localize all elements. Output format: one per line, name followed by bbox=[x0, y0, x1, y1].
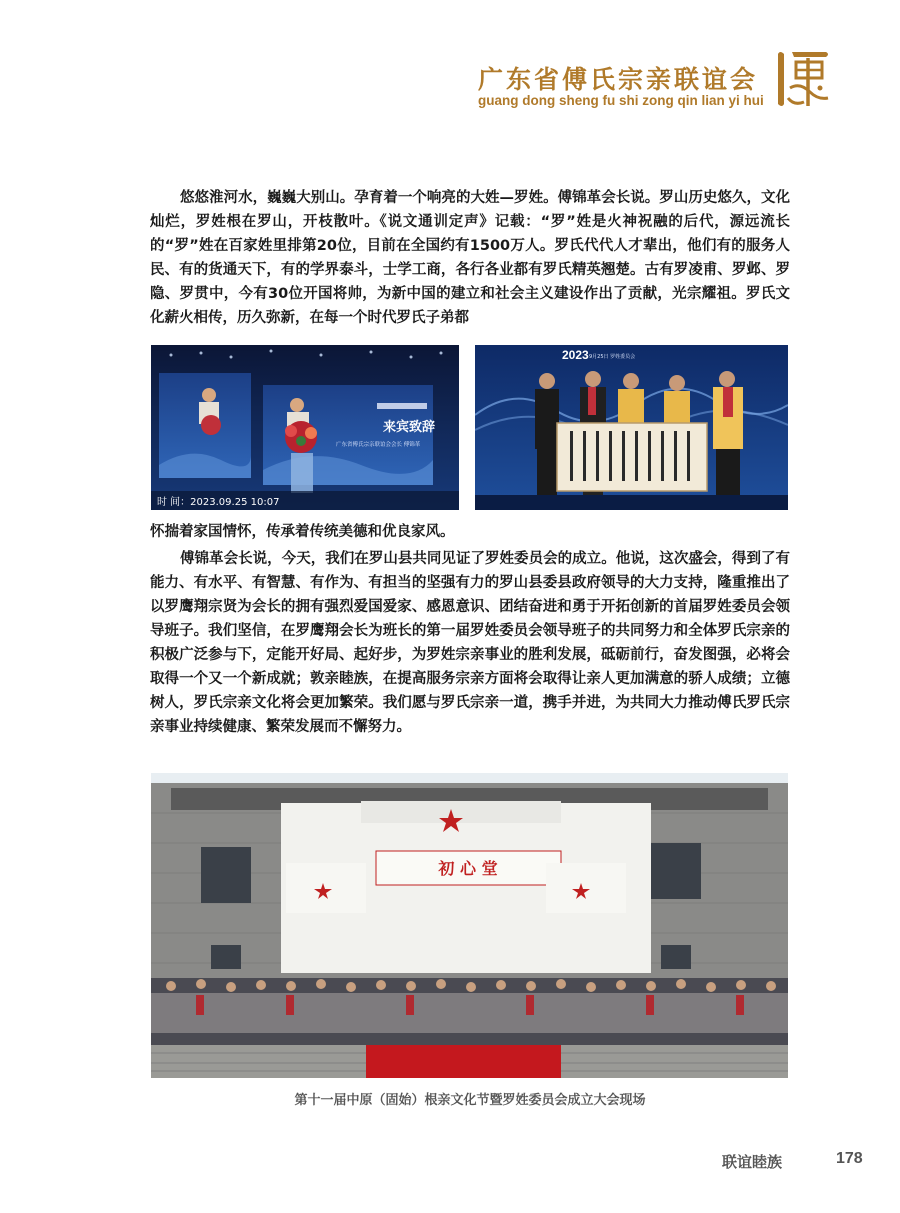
screen-caption-text: 广东省傅氏宗亲联谊会会长 傅锦革 bbox=[336, 442, 421, 448]
photo-calligraphy-presentation bbox=[475, 345, 788, 510]
screen-title-text: 来宾致辞 bbox=[383, 420, 436, 435]
association-seal-logo bbox=[770, 48, 832, 110]
photo-caption: 第十一届中原（固始）根亲文化节暨罗姓委员会成立大会现场 bbox=[294, 1093, 646, 1108]
building-sign-text: 初 心 堂 bbox=[438, 859, 498, 878]
header-title: 广东省傅氏宗亲联谊会 bbox=[478, 65, 759, 94]
backdrop-subtitle: 9月25日 罗姓委员会 bbox=[589, 354, 636, 360]
backdrop-year: 2023 bbox=[562, 348, 589, 362]
body-paragraph-1-continued: 怀揣着家国情怀，传承着传统美德和优良家风。 bbox=[150, 524, 455, 540]
body-paragraph-1: 悠悠淮河水，巍巍大别山。孕育着一个响亮的大姓—罗姓。傅锦革会长说。罗山历史悠久，文化灿烂，罗姓根在罗山，开枝散叶。《说文通训定声》记载：“罗”姓是火神祝融的后代，源远流长的“罗”姓在百家姓里排第20位，目前在全国约有1500万人。罗氏代代人才辈出，他们有的服务人民、有的货通天下，有的学界泰斗，士学工商，各行各业都有罗氏精英翘楚。古有罗凌甫、罗邺、罗隐、罗贯中，今有30位开国将帅，为新中国的建立和社会主义建设作出了贡献，光宗耀祖。罗氏文化薪火相传，历久弥新，在每一个时代罗氏子弟都 bbox=[150, 190, 790, 326]
photo-speech-stage bbox=[151, 345, 459, 510]
photo-group-building bbox=[151, 773, 788, 1078]
page-number: 178 bbox=[836, 1150, 863, 1167]
header-subtitle: guang dong sheng fu shi zong qin lian yi hui bbox=[478, 93, 764, 108]
footer-section-title: 联谊睦族 bbox=[722, 1153, 783, 1171]
photo-timestamp: 时 间：2023.09.25 10:07 bbox=[157, 497, 280, 508]
body-paragraph-2: 傅锦革会长说，今天，我们在罗山县共同见证了罗姓委员会的成立。他说，这次盛会，得到了有能力、有水平、有智慧、有作为、有担当的坚强有力的罗山县委县政府领导的大力支持，隆重推出了以罗鹰翔宗贤为会长的拥有强烈爱国爱家、感恩意识、团结奋进和勇于开拓创新的首届罗姓委员会领导班子。我们坚信，在罗鹰翔会长为班长的第一届罗姓委员会领导班子的共同努力和全体罗氏宗亲的积极广泛参与下，定能开好局、起好步，为罗姓宗亲事业的胜利发展，砥砺前行，奋发图强，必将会取得一个又一个新成就；敦亲睦族，在提高服务宗亲方面将会取得让亲人更加满意的骄人成绩；立德树人，罗氏宗亲文化将会更加繁荣。我们愿与罗氏宗亲一道，携手并进，为共同大力推动傅氏罗氏宗亲事业持续健康、繁荣发展而不懈努力。 bbox=[150, 551, 790, 735]
